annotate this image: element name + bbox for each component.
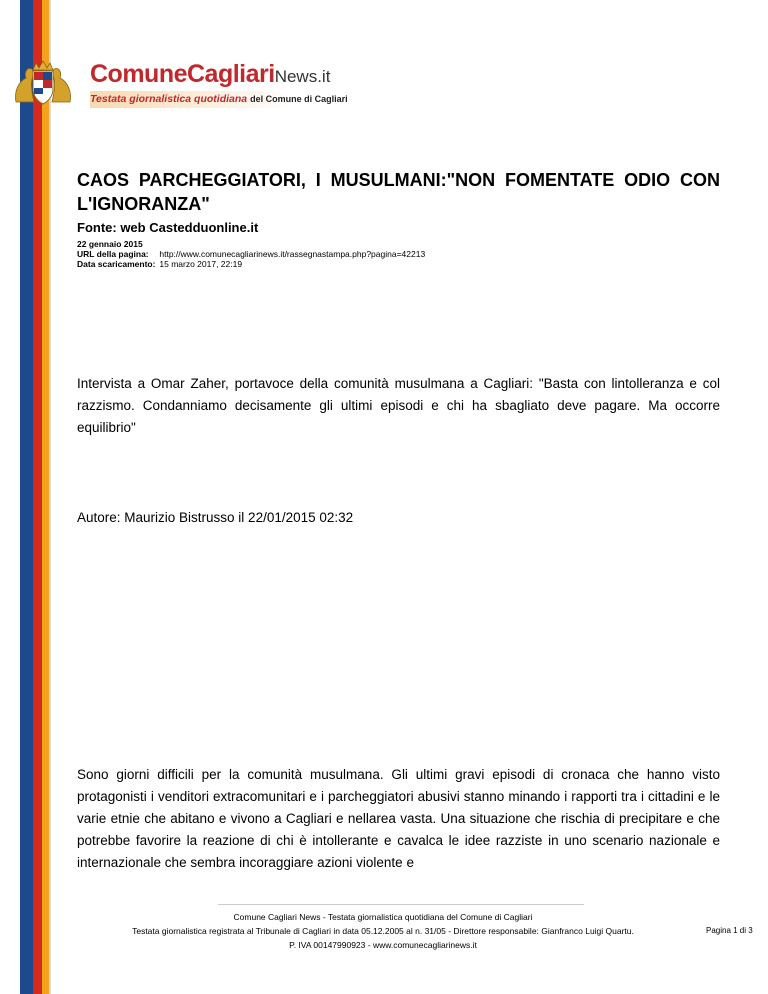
footer-line-3: P. IVA 00147990923 - www.comunecagliarinews.it	[289, 940, 477, 950]
brand-suffix: News.it	[274, 67, 331, 86]
url-label: URL della pagina:	[77, 249, 149, 259]
side-stripe-blue	[20, 0, 33, 994]
article-body: Sono giorni difficili per la comunità musulmana. Gli ultimi gravi episodi di cronaca che hanno visto protagonisti i venditori extracomunitari e i parcheggiatori abusivi stanno minando i rapporti tra i cittadini e le varie etnie che abitano e vivono a Cagliari e nellarea vasta. Una situazione che rischia di precipitare e che potrebbe favorire la reazione di chi è intollerante e cavalca le idee razziste in uno scenario nazionale e internazionale che sembra incoraggiare azioni violente e	[77, 767, 720, 870]
brand-name: ComuneCagliari	[90, 60, 275, 88]
download-date: 15 marzo 2017, 22:19	[159, 259, 243, 269]
download-label: Data scaricamento:	[77, 259, 156, 269]
brand-subtitle-dark: del Comune di Cagliari	[250, 94, 348, 104]
article-title: CAOS PARCHEGGIATORI, I MUSULMANI:"NON FOMENTATE ODIO CON L'IGNORANZA"	[77, 170, 720, 214]
article-intro: Intervista a Omar Zaher, portavoce della comunità musulmana a Cagliari: "Basta con lintolleranza e col razzismo. Condanniamo decisamente gli ultimi episodi e chi ha sbagliato deve pagare. Ma occorre equilibrio"	[77, 376, 720, 435]
side-stripe-orange	[42, 0, 49, 994]
footer-line-1: Comune Cagliari News - Testata giornalistica quotidiana del Comune di Cagliari	[233, 912, 533, 922]
page-url[interactable]: http://www.comunecagliarinews.it/rassegnastampa.php?pagina=42213	[159, 249, 426, 259]
page-number: Pagina 1 di 3	[706, 926, 753, 935]
footer-line-2: Testata giornalistica registrata al Tribunale di Cagliari in data 05.12.2005 al n. 31/05 - Direttore responsabile: Gianfranco Luigi Quartu.	[132, 926, 634, 936]
article-author: Autore: Maurizio Bistrusso il 22/01/2015 02:32	[77, 510, 354, 525]
article-meta	[77, 239, 425, 269]
side-stripe-red	[33, 0, 42, 994]
city-crest-icon	[12, 58, 74, 106]
page-footer	[100, 910, 666, 952]
brand-subtitle-red: Testata giornalistica quotidiana	[90, 93, 248, 105]
brand-subtitle	[90, 91, 348, 108]
brand-title	[90, 60, 330, 89]
article-source: Fonte: web Castedduonline.it	[77, 220, 259, 235]
footer-divider	[218, 904, 584, 905]
article-date: 22 gennaio 2015	[77, 239, 143, 249]
site-logo	[12, 58, 348, 108]
side-stripe-gray	[49, 0, 51, 994]
